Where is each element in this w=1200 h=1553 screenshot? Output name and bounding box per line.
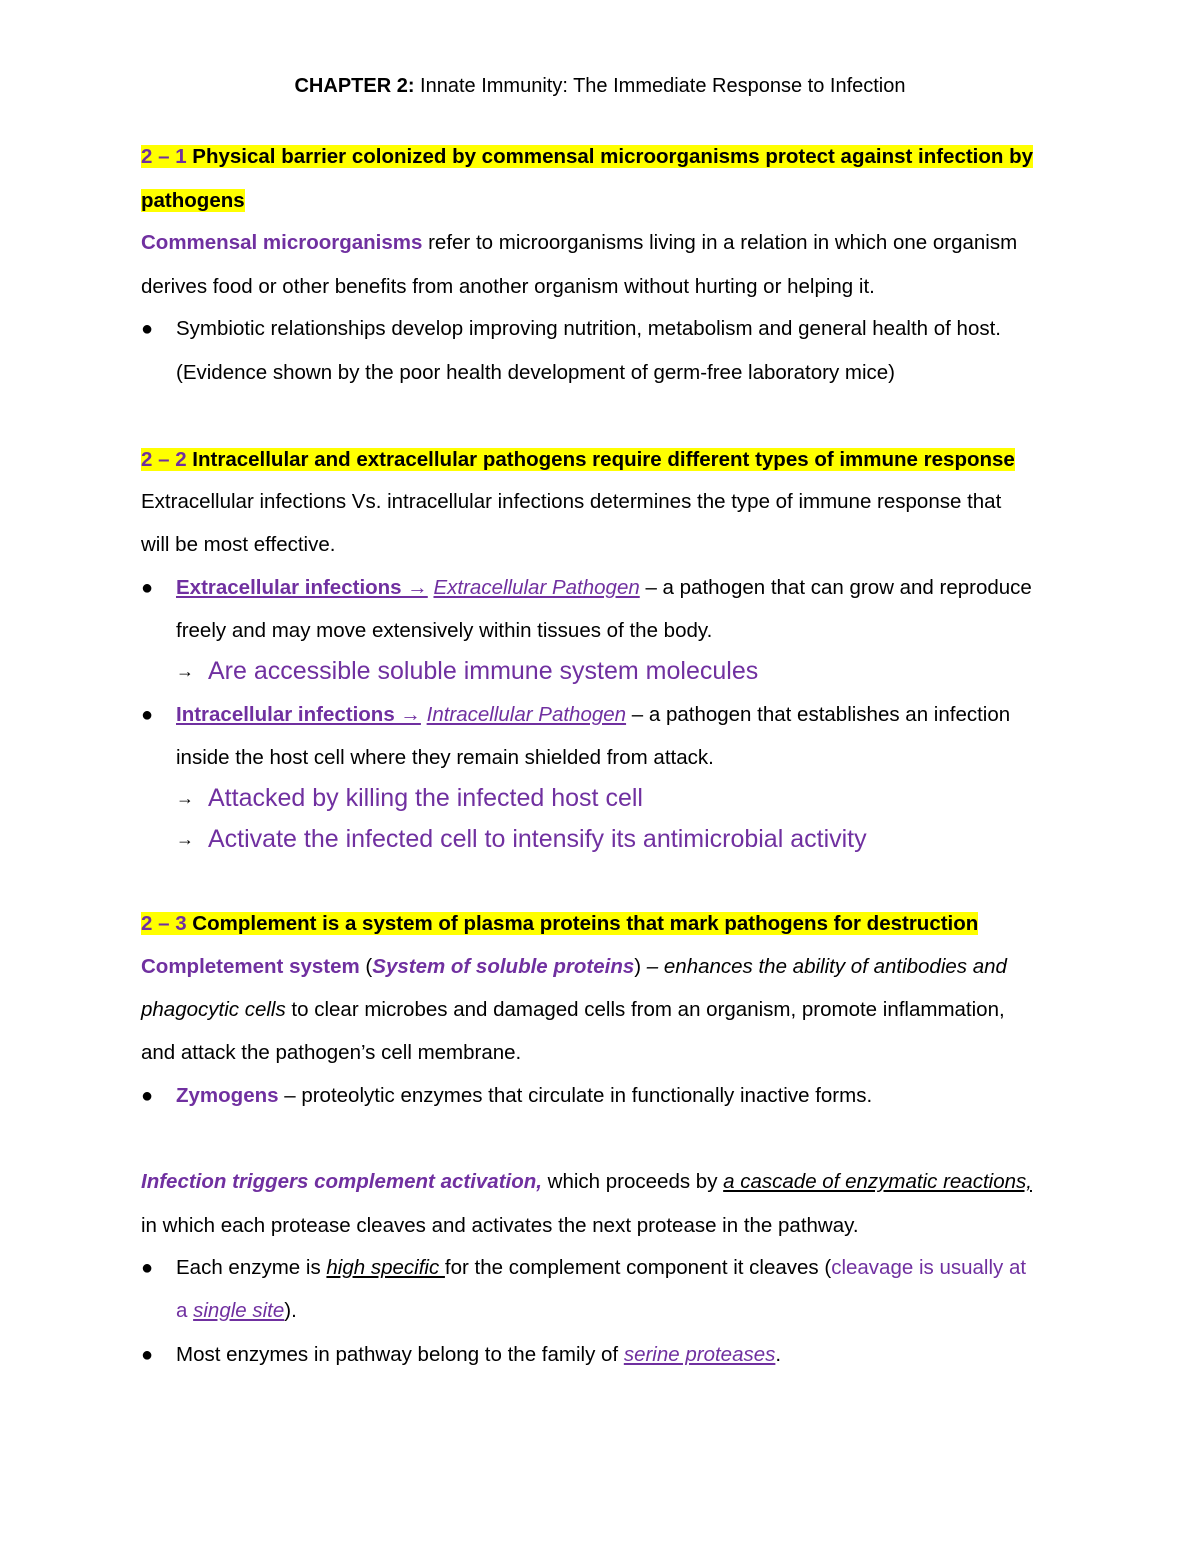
section-3-heading: 2 – 3 Complement is a system of plasma proteins that mark pathogens for destruction bbox=[141, 912, 979, 935]
section-2-intro: Extracellular infections Vs. intracellular infections determines the type of immune response that bbox=[141, 490, 1002, 513]
zymogens-bullet: Zymogens – proteolytic enzymes that circulate in functionally inactive forms. bbox=[176, 1084, 873, 1107]
serine-bullet: Most enzymes in pathway belong to the family of serine proteases. bbox=[176, 1343, 782, 1366]
complement-definition: Completement system (System of soluble proteins) – enhances the ability of antibodies and bbox=[141, 955, 1007, 978]
extracellular-bullet-cont: freely and may move extensively within tissues of the body. bbox=[176, 619, 713, 642]
bullet-icon: ● bbox=[141, 318, 154, 340]
bullet-icon: ● bbox=[141, 704, 154, 726]
extracellular-arrow-note: → Are accessible soluble immune system molecules bbox=[176, 657, 759, 685]
complement-definition-cont: phagocytic cells to clear microbes and damaged cells from an organism, promote inflammation, bbox=[141, 998, 1005, 1021]
bullet-icon: ● bbox=[141, 577, 154, 599]
right-arrow-icon: → bbox=[176, 661, 194, 681]
intracellular-bullet-cont: inside the host cell where they remain shielded from attack. bbox=[176, 746, 714, 769]
specificity-bullet: Each enzyme is high specific for the complement component it cleaves (cleavage is usually at bbox=[176, 1256, 1027, 1279]
bullet-icon: ● bbox=[141, 1257, 154, 1279]
right-arrow-icon: → bbox=[176, 829, 194, 849]
intracellular-bullet: Intracellular infections → Intracellular Pathogen – a pathogen that establishes an infection bbox=[176, 703, 1011, 726]
specificity-bullet-cont: a single site). bbox=[176, 1299, 297, 1322]
commensal-definition: Commensal microorganisms refer to microorganisms living in a relation in which one organism bbox=[141, 231, 1018, 254]
intracellular-arrow-note-1: → Attacked by killing the infected host cell bbox=[176, 784, 643, 812]
symbiotic-bullet-cont: (Evidence shown by the poor health development of germ-free laboratory mice) bbox=[176, 361, 896, 384]
activation-paragraph-cont: in which each protease cleaves and activates the next protease in the pathway. bbox=[141, 1214, 859, 1237]
intracellular-arrow-note-2: → Activate the infected cell to intensify its antimicrobial activity bbox=[176, 825, 867, 853]
complement-definition-end: and attack the pathogen’s cell membrane. bbox=[141, 1041, 522, 1064]
activation-paragraph: Infection triggers complement activation, which proceeds by a cascade of enzymatic reactions, bbox=[141, 1170, 1032, 1193]
commensal-term: Commensal microorganisms bbox=[141, 231, 423, 254]
page-title: CHAPTER 2: Innate Immunity: The Immediate Response to Infection bbox=[294, 75, 906, 97]
extracellular-bullet: Extracellular infections → Extracellular Pathogen – a pathogen that can grow and reproduce bbox=[176, 576, 1032, 599]
commensal-definition-cont: derives food or other benefits from another organism without hurting or helping it. bbox=[141, 275, 875, 298]
section-1-heading-cont: pathogens bbox=[141, 189, 245, 212]
section-1-heading: 2 – 1 Physical barrier colonized by commensal microorganisms protect against infection by bbox=[141, 145, 1034, 168]
section-2-heading: 2 – 2 Intracellular and extracellular pathogens require different types of immune response bbox=[141, 448, 1015, 471]
symbiotic-bullet: Symbiotic relationships develop improving nutrition, metabolism and general health of host. bbox=[176, 317, 1002, 340]
bullet-icon: ● bbox=[141, 1344, 154, 1366]
right-arrow-icon: → bbox=[176, 788, 194, 808]
section-2-intro-cont: will be most effective. bbox=[141, 533, 336, 556]
bullet-icon: ● bbox=[141, 1085, 154, 1107]
